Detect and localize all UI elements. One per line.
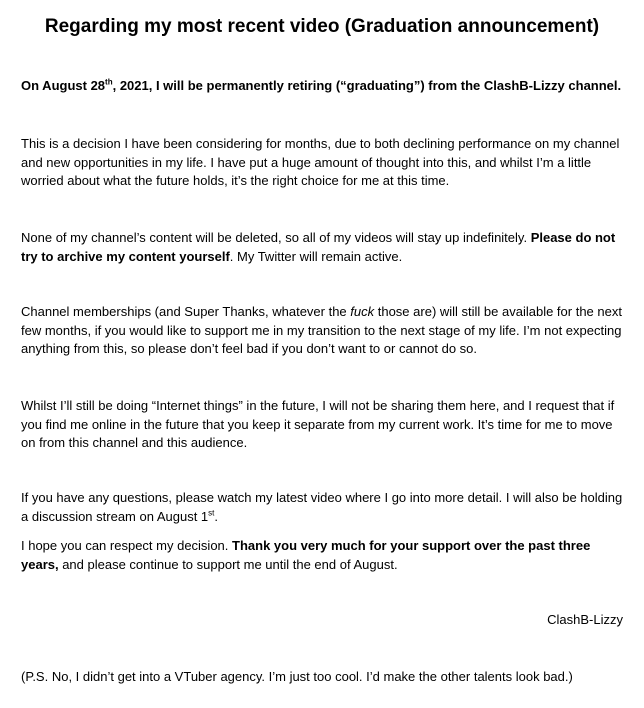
internet-things-text: Whilst I’ll still be doing “Internet things” in the future, I will not be sharing them here, and I request that if you find me online in the future that you keep it separate from my current work. It’s time for me to move on from this channel and this audience. xyxy=(21,398,615,450)
announcement-text-start: On August 28 xyxy=(21,78,106,93)
thanks-text-start: I hope you can respect my decision. xyxy=(21,538,233,553)
signature: ClashB-Lizzy xyxy=(547,612,623,627)
announcement-date-suffix: th xyxy=(105,77,113,87)
internet-things-paragraph xyxy=(21,397,623,453)
questions-text-start: If you have any questions, please watch my latest video where I go into more detail. I will also be holding a discussion stream on August 1 xyxy=(21,490,623,524)
announcement-text-end: , 2021, I will be permanently retiring (“graduating”) from the ClashB-Lizzy channel. xyxy=(112,78,622,93)
document-title: Regarding my most recent video (Graduation announcement) xyxy=(44,16,600,37)
content-paragraph xyxy=(21,229,623,266)
announcement-paragraph xyxy=(21,77,623,96)
decision-paragraph xyxy=(21,135,623,191)
content-text-end: . My Twitter will remain active. xyxy=(229,248,403,264)
content-text-start: None of my channel’s content will be deleted, so all of my videos will stay up indefinitely. xyxy=(21,230,531,245)
memberships-text-end: those are) will still be available for the next few months, if you would like to support me in my transition to the next stage of my life. I’m not expecting anything from this, so please don’t feel bad if you don’t want to or cannot do so. xyxy=(21,304,622,356)
archive-warning: Please do not try to archive my content yourself xyxy=(21,230,616,264)
questions-paragraph xyxy=(21,489,623,526)
thanks-bold-text: Thank you very much for your support over the past three years, xyxy=(21,538,591,572)
memberships-text-start: Channel memberships (and Super Thanks, whatever the xyxy=(21,304,351,319)
ps-text: (P.S. No, I didn’t get into a VTuber agency. I’m just too cool. I’d make the other talents look bad.) xyxy=(21,669,573,684)
memberships-paragraph xyxy=(21,303,623,359)
questions-date-suffix: st xyxy=(208,508,215,518)
ps-paragraph xyxy=(21,668,623,687)
decision-text: This is a decision I have been considering for months, due to both declining performance on my channel and new opportunities in my life. I have put a huge amount of thought into this, and whilst I’m a little worried about what the future holds, it’s the right choice for me at this time. xyxy=(21,136,620,188)
questions-text-end: . xyxy=(214,508,219,524)
thanks-paragraph xyxy=(21,537,623,574)
memberships-italic-word: fuck xyxy=(350,304,375,319)
thanks-text-end: and please continue to support me until the end of August. xyxy=(58,556,398,572)
